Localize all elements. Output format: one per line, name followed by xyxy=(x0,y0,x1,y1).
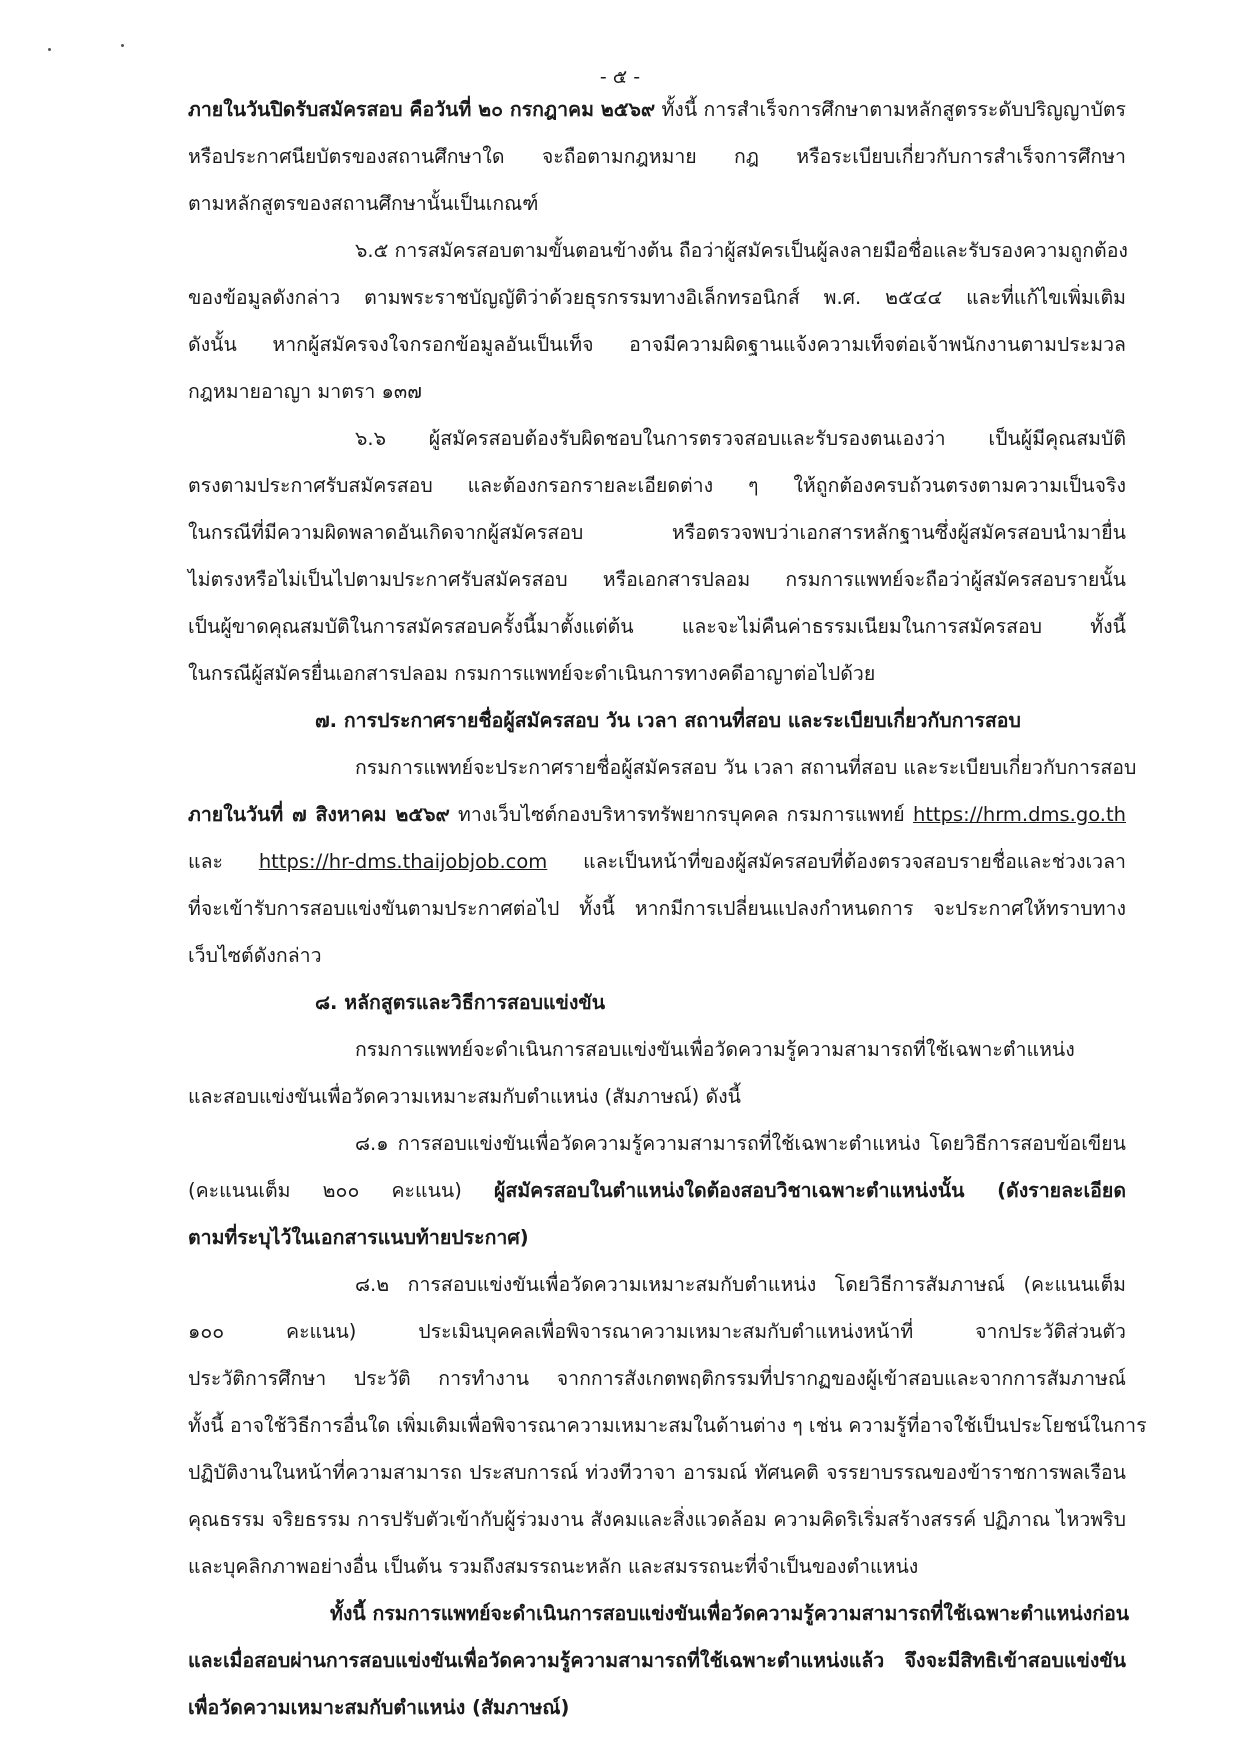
section-6-5-line: ดังนั้น หากผู้สมัครจงใจกรอกข้อมูลอันเป็นเท็จ อาจมีความผิดฐานแจ้งความเท็จต่อเจ้าพนักงานตามประมวล xyxy=(188,333,1126,356)
section-6-6-line: ในกรณีผู้สมัครยื่นเอกสารปลอม กรมการแพทย์จะดำเนินการทางคดีอาญาต่อไปด้วย xyxy=(188,662,876,685)
section-6-6-line: ๖.๖ ผู้สมัครสอบต้องรับผิดชอบในการตรวจสอบและรับรองตนเองว่า เป็นผู้มีคุณสมบัติ xyxy=(355,427,1126,450)
section-7-line: เว็บไซต์ดังกล่าว xyxy=(188,944,322,967)
paragraph-line: ภายในวันปิดรับสมัครสอบ คือวันที่ ๒๐ กรกฎาคม ๒๕๖๙ ทั้งนี้ การสำเร็จการศึกษาตามหลักสูตรระดับปริญญาบัตร xyxy=(188,98,1126,121)
section-8-line: กรมการแพทย์จะดำเนินการสอบแข่งขันเพื่อวัดความรู้ความสามารถที่ใช้เฉพาะตำแหน่ง xyxy=(355,1038,1075,1061)
section-8-2-line: และบุคลิกภาพอย่างอื่น เป็นต้น รวมถึงสมรรถนะหลัก และสมรรถนะที่จำเป็นของตำแหน่ง xyxy=(188,1555,919,1578)
hrm-website-link[interactable]: https://hrm.dms.go.th xyxy=(912,803,1126,826)
section-6-6-line: ในกรณีที่มีความผิดพลาดอันเกิดจากผู้สมัครสอบ หรือตรวจพบว่าเอกสารหลักฐานซึ่งผู้สมัครสอบนำมายื่น xyxy=(188,521,1126,544)
section-8-2-line: ประวัติการศึกษา ประวัติ การทำงาน จากการสังเกตพฤติกรรมที่ปรากฏของผู้เข้าสอบและจากการสัมภาษณ์ xyxy=(188,1367,1126,1390)
section-6-6-line: ตรงตามประกาศรับสมัครสอบ และต้องกรอกรายละเอียดต่าง ๆ ให้ถูกต้องครบถ้วนตรงตามความเป็นจริง xyxy=(188,474,1126,497)
section-8-2-line: คุณธรรม จริยธรรม การปรับตัวเข้ากับผู้ร่วมงาน สังคมและสิ่งแวดล้อม ความคิดริเริ่มสร้างสรรค์ ปฏิภาณ ไหวพริบ xyxy=(188,1508,1126,1531)
scan-speck xyxy=(121,44,124,47)
section-8-2-line: ปฏิบัติงานในหน้าที่ความสามารถ ประสบการณ์ ท่วงทีวาจา อารมณ์ ทัศนคติ จรรยาบรรณของข้าราชการพลเรือน xyxy=(188,1461,1126,1484)
section-8-heading: ๘. หลักสูตรและวิธีการสอบแข่งขัน xyxy=(315,991,606,1014)
section-8-note-line: เพื่อวัดความเหมาะสมกับตำแหน่ง (สัมภาษณ์) xyxy=(188,1696,570,1719)
section-8-1-line: (คะแนนเต็ม ๒๐๐ คะแนน) ผู้สมัครสอบในตำแหน่งใดต้องสอบวิชาเฉพาะตำแหน่งนั้น (ดังรายละเอียด xyxy=(188,1179,1126,1202)
section-8-2-line: ๘.๒ การสอบแข่งขันเพื่อวัดความเหมาะสมกับตำแหน่ง โดยวิธีการสัมภาษณ์ (คะแนนเต็ม xyxy=(355,1273,1126,1296)
section-8-note-line: และเมื่อสอบผ่านการสอบแข่งขันเพื่อวัดความรู้ความสามารถที่ใช้เฉพาะตำแหน่งแล้ว จึงจะมีสิทธิเข้าสอบแข่งขัน xyxy=(188,1649,1126,1672)
section-6-5-line: กฎหมายอาญา มาตรา ๑๓๗ xyxy=(188,380,422,403)
section-6-6-line: เป็นผู้ขาดคุณสมบัติในการสมัครสอบครั้งนี้มาตั้งแต่ต้น และจะไม่คืนค่าธรรมเนียมในการสมัครสอบ ทั้งนี้ xyxy=(188,615,1126,638)
section-8-1-line: ตามที่ระบุไว้ในเอกสารแนบท้ายประกาศ) xyxy=(188,1226,529,1249)
section-6-5-line: ๖.๕ การสมัครสอบตามขั้นตอนข้างต้น ถือว่าผู้สมัครเป็นผู้ลงลายมือชื่อและรับรองความถูกต้อง xyxy=(355,239,1128,262)
section-7-line: และ https://hr-dms.thaijobjob.com และเป็นหน้าที่ของผู้สมัครสอบที่ต้องตรวจสอบรายชื่อและช่วงเวลา xyxy=(188,850,1126,873)
section-7-line: ภายในวันที่ ๗ สิงหาคม ๒๕๖๙ ทางเว็บไซต์กองบริหารทรัพยากรบุคคล กรมการแพทย์ https://hrm.dms.go.th xyxy=(188,803,1126,826)
scan-speck xyxy=(48,48,51,51)
section-8-1-line: ๘.๑ การสอบแข่งขันเพื่อวัดความรู้ความสามารถที่ใช้เฉพาะตำแหน่ง โดยวิธีการสอบข้อเขียน xyxy=(355,1132,1126,1155)
section-8-2-line: ๑๐๐ คะแนน) ประเมินบุคคลเพื่อพิจารณาความเหมาะสมกับตำแหน่งหน้าที่ จากประวัติส่วนตัว xyxy=(188,1320,1126,1343)
thaijobjob-website-link[interactable]: https://hr-dms.thaijobjob.com xyxy=(258,850,548,873)
section-8-note-line: ทั้งนี้ กรมการแพทย์จะดำเนินการสอบแข่งขันเพื่อวัดความรู้ความสามารถที่ใช้เฉพาะตำแหน่งก่อน xyxy=(330,1602,1130,1625)
section-6-6-line: ไม่ตรงหรือไม่เป็นไปตามประกาศรับสมัครสอบ หรือเอกสารปลอม กรมการแพทย์จะถือว่าผู้สมัครสอบรายนั้น xyxy=(188,568,1126,591)
section-8-2-line: ทั้งนี้ อาจใช้วิธีการอื่นใด เพิ่มเติมเพื่อพิจารณาความเหมาะสมในด้านต่าง ๆ เช่น ความรู้ที่อาจใช้เป็นประโยชน์ในการ xyxy=(188,1414,1147,1437)
paragraph-line: ตามหลักสูตรของสถานศึกษานั้นเป็นเกณฑ์ xyxy=(188,192,539,215)
section-6-5-line: ของข้อมูลดังกล่าว ตามพระราชบัญญัติว่าด้วยธุรกรรมทางอิเล็กทรอนิกส์ พ.ศ. ๒๕๔๔ และที่แก้ไขเพิ่มเติม xyxy=(188,286,1126,309)
page-number: - ๕ - xyxy=(599,66,641,88)
section-7-heading: ๗. การประกาศรายชื่อผู้สมัครสอบ วัน เวลา สถานที่สอบ และระเบียบเกี่ยวกับการสอบ xyxy=(315,709,1021,732)
paragraph-line: หรือประกาศนียบัตรของสถานศึกษาใด จะถือตามกฎหมาย กฎ หรือระเบียบเกี่ยวกับการสำเร็จการศึกษา xyxy=(188,145,1126,168)
section-8-line: และสอบแข่งขันเพื่อวัดความเหมาะสมกับตำแหน่ง (สัมภาษณ์) ดังนี้ xyxy=(188,1085,741,1108)
section-7-line: กรมการแพทย์จะประกาศรายชื่อผู้สมัครสอบ วัน เวลา สถานที่สอบ และระเบียบเกี่ยวกับการสอบ xyxy=(355,756,1137,779)
section-7-line: ที่จะเข้ารับการสอบแข่งขันตามประกาศต่อไป ทั้งนี้ หากมีการเปลี่ยนแปลงกำหนดการ จะประกาศให้ทราบทาง xyxy=(188,897,1126,920)
